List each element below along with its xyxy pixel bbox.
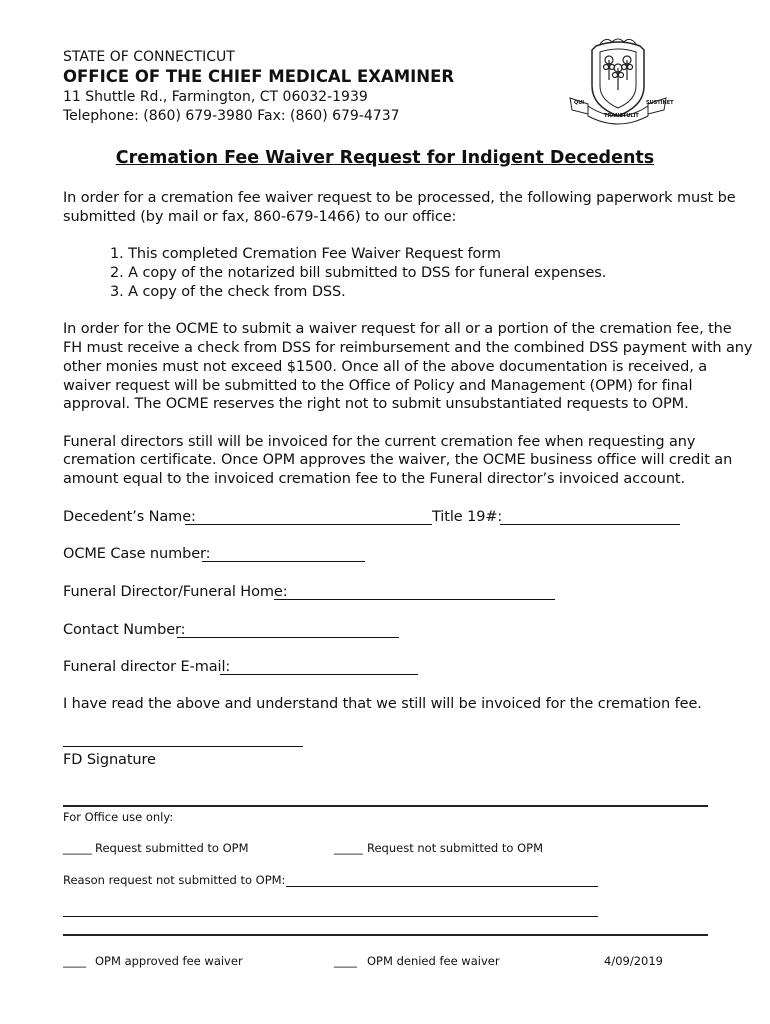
para3-line-2: cremation certificate. Once OPM approves the waiver, the OCME business office will credit an <box>63 452 733 468</box>
contact-number-label: Contact Number: <box>63 622 186 638</box>
intro-line-1: In order for a cremation fee waiver request to be processed, the following paperwork must be <box>63 190 736 206</box>
decedent-name-field[interactable] <box>185 524 432 525</box>
reason-field-line-2[interactable] <box>63 916 598 917</box>
list-item-3: 3. A copy of the check from DSS. <box>110 284 346 300</box>
funeral-home-field[interactable] <box>274 599 555 600</box>
approved-label: OPM approved fee waiver <box>95 954 243 968</box>
intro-line-2: submitted (by mail or fax, 860-679-1466) to our office: <box>63 209 457 225</box>
reason-label: Reason request not submitted to OPM: <box>63 873 286 887</box>
seal-motto-mid: TRANSTULIT <box>604 113 639 119</box>
list-item-1: 1. This completed Cremation Fee Waiver Request form <box>110 246 501 262</box>
denied-blank[interactable]: ____ <box>334 954 357 968</box>
para2-line-5: approval. The OCME reserves the right not to submit unsubstantiated requests to OPM. <box>63 396 689 412</box>
email-field[interactable] <box>220 674 418 675</box>
para2-line-4: waiver request will be submitted to the Office of Policy and Management (OPM) for final <box>63 378 693 394</box>
submitted-label: Request submitted to OPM <box>95 841 249 855</box>
case-number-label: OCME Case number: <box>63 546 211 562</box>
seal-motto-left: QUI <box>574 100 585 106</box>
office-use-heading: For Office use only: <box>63 810 174 824</box>
state-seal-icon <box>566 36 674 128</box>
list-item-2: 2. A copy of the notarized bill submitted to DSS for funeral expenses. <box>110 265 607 281</box>
reason-field[interactable] <box>286 886 598 887</box>
seal-motto-right: SUSTINET <box>646 100 674 106</box>
para2-line-3: other monies must not exceed $1500. Once all of the above documentation is received, a <box>63 359 708 375</box>
signature-label: FD Signature <box>63 752 156 768</box>
submitted-blank[interactable]: _____ <box>63 841 92 855</box>
funeral-home-label: Funeral Director/Funeral Home: <box>63 584 288 600</box>
decision-divider <box>63 934 708 936</box>
email-label: Funeral director E-mail: <box>63 659 231 675</box>
denied-label: OPM denied fee waiver <box>367 954 500 968</box>
para2-line-1: In order for the OCME to submit a waiver request for all or a portion of the cremation fee, the <box>63 321 732 337</box>
state-name: STATE OF CONNECTICUT <box>63 49 235 65</box>
acknowledgement-text: I have read the above and understand that we still will be invoiced for the cremation fee. <box>63 696 702 712</box>
office-name: OFFICE OF THE CHIEF MEDICAL EXAMINER <box>63 67 455 86</box>
title19-label: Title 19#: <box>432 509 503 525</box>
office-phone: Telephone: (860) 679-3980 Fax: (860) 679-4737 <box>63 108 400 124</box>
decedent-name-label: Decedent’s Name: <box>63 509 196 525</box>
signature-field[interactable] <box>63 746 303 747</box>
case-number-field[interactable] <box>202 561 365 562</box>
page-title: Cremation Fee Waiver Request for Indigent Decedents <box>115 148 655 168</box>
title19-field[interactable] <box>500 524 680 525</box>
not-submitted-label: Request not submitted to OPM <box>367 841 543 855</box>
not-submitted-blank[interactable]: _____ <box>334 841 363 855</box>
contact-number-field[interactable] <box>177 637 399 638</box>
para3-line-3: amount equal to the invoiced cremation fee to the Funeral director’s invoiced account. <box>63 471 686 487</box>
para2-line-2: FH must receive a check from DSS for reimbursement and the combined DSS payment with any <box>63 340 753 356</box>
office-use-divider <box>63 805 708 807</box>
office-address: 11 Shuttle Rd., Farmington, CT 06032-1939 <box>63 89 368 105</box>
para3-line-1: Funeral directors still will be invoiced for the current cremation fee when requesting any <box>63 434 696 450</box>
approved-blank[interactable]: ____ <box>63 954 86 968</box>
form-date: 4/09/2019 <box>604 954 663 968</box>
